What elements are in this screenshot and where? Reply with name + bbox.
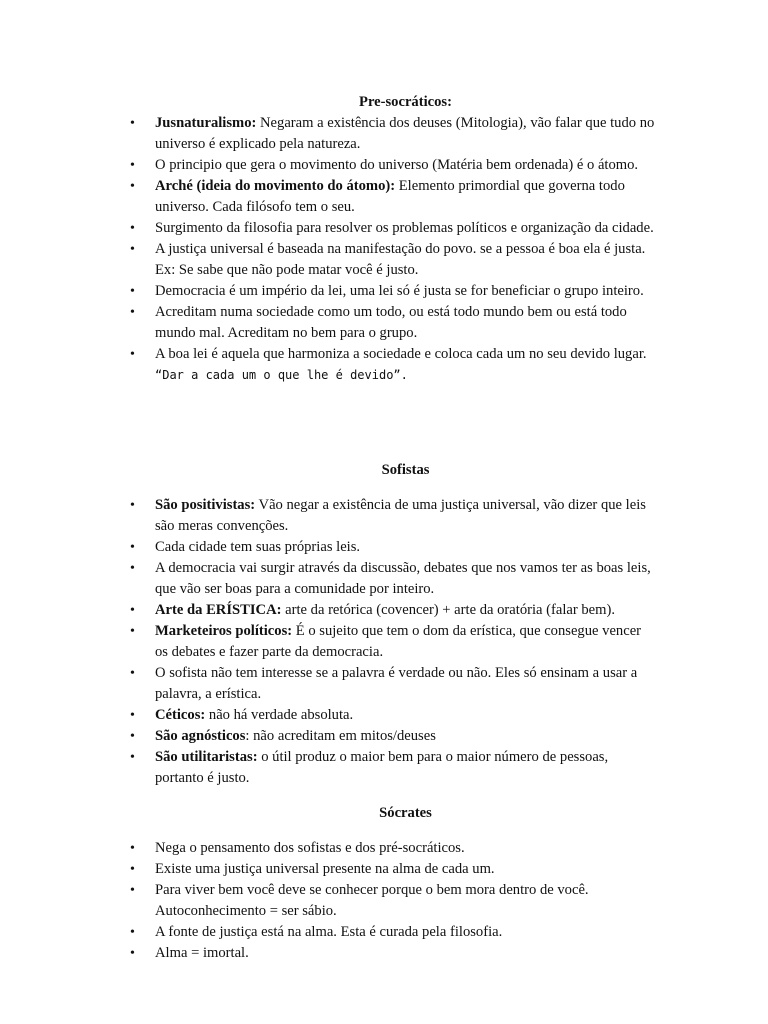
- item-term: São agnósticos: [155, 728, 246, 744]
- list-item: [130, 663, 656, 705]
- bullet-list: [130, 113, 656, 386]
- item-term: São positivistas:: [155, 497, 256, 513]
- bullet-icon: •: [130, 284, 135, 299]
- item-term: Arte da ERÍSTICA:: [155, 602, 282, 618]
- bullet-icon: •: [130, 624, 135, 639]
- bullet-icon: •: [130, 925, 135, 940]
- bullet-icon: •: [130, 305, 135, 320]
- list-item: [130, 600, 656, 621]
- bullet-icon: •: [130, 603, 135, 618]
- bullet-list: [130, 495, 656, 789]
- item-term: São utilitaristas:: [155, 749, 258, 765]
- item-text: Elemento primordial que governa todo universo. Cada filósofo tem o seu.: [155, 178, 625, 215]
- list-item: [130, 239, 656, 281]
- bullet-icon: •: [130, 666, 135, 681]
- bullet-list: [130, 838, 656, 964]
- item-text: A fonte de justiça está na alma. Esta é curada pela filosofia.: [155, 924, 503, 940]
- item-text: Democracia é um império da lei, uma lei só é justa se for beneficiar o grupo inteiro.: [155, 283, 644, 299]
- item-text: Alma = imortal.: [155, 945, 249, 961]
- section-title: Sofistas: [381, 462, 430, 478]
- list-item: [130, 621, 656, 663]
- list-item: [130, 859, 656, 880]
- section-title: Pre-socráticos:: [359, 94, 452, 110]
- item-term: Jusnaturalismo:: [155, 115, 257, 131]
- bullet-icon: •: [130, 841, 135, 856]
- list-item: [130, 558, 656, 600]
- item-term: Céticos:: [155, 707, 206, 723]
- item-text: Cada cidade tem suas próprias leis.: [155, 539, 361, 555]
- list-item: [130, 537, 656, 558]
- bullet-icon: •: [130, 946, 135, 961]
- bullet-icon: •: [130, 498, 135, 513]
- item-text: não há verdade absoluta.: [205, 707, 354, 723]
- list-item: [130, 922, 656, 943]
- list-item: [130, 747, 656, 789]
- item-text: Negaram a existência dos deuses (Mitologia), vão falar que tudo no universo é explicado pela natureza.: [155, 115, 655, 152]
- bullet-icon: •: [130, 540, 135, 555]
- list-item: [130, 155, 656, 176]
- item-term: Arché (ideia do movimento do átomo):: [155, 178, 396, 194]
- bullet-icon: •: [130, 221, 135, 236]
- item-text: A justiça universal é baseada na manifestação do povo. se a pessoa é boa ela é justa. Ex: Se sabe que não pode matar você é justo.: [155, 241, 646, 278]
- item-term: Marketeiros políticos:: [155, 623, 293, 639]
- item-text: arte da retórica (covencer) + arte da oratória (falar bem).: [281, 602, 616, 618]
- bullet-icon: •: [130, 750, 135, 765]
- section-title: Sócrates: [379, 805, 432, 821]
- list-item: [130, 176, 656, 218]
- item-text: É o sujeito que tem o dom da erística, que consegue vencer os debates e fazer parte da democracia.: [155, 623, 642, 660]
- bullet-icon: •: [130, 347, 135, 362]
- bullet-icon: •: [130, 883, 135, 898]
- item-text: Acreditam numa sociedade como um todo, ou está todo mundo bem ou está todo mundo mal. Acreditam no bem para o grupo.: [155, 304, 627, 341]
- item-text: O principio que gera o movimento do universo (Matéria bem ordenada) é o átomo.: [155, 157, 639, 173]
- item-text: : não acreditam em mitos/deuses: [245, 728, 436, 744]
- item-text: Surgimento da filosofia para resolver os problemas políticos e organização da cidade.: [155, 220, 654, 236]
- item-text: o útil produz o maior bem para o maior número de pessoas, portanto é justo.: [155, 749, 609, 786]
- list-item: [130, 281, 656, 302]
- list-item: [130, 880, 656, 922]
- bullet-icon: •: [130, 862, 135, 877]
- list-item: [130, 344, 656, 386]
- item-text: Nega o pensamento dos sofistas e dos pré-socráticos.: [155, 840, 465, 856]
- bullet-icon: •: [130, 242, 135, 257]
- bullet-icon: •: [130, 561, 135, 576]
- bullet-icon: •: [130, 708, 135, 723]
- bullet-icon: •: [130, 179, 135, 194]
- bullet-icon: •: [130, 729, 135, 744]
- list-item: [130, 943, 656, 964]
- list-item: [130, 495, 656, 537]
- list-item: [130, 726, 656, 747]
- bullet-icon: •: [130, 158, 135, 173]
- item-text: A boa lei é aquela que harmoniza a sociedade e coloca cada um no seu devido lugar.: [155, 346, 647, 362]
- item-text: Para viver bem você deve se conhecer porque o bem mora dentro de você. Autoconhecimento = ser sábio.: [155, 882, 589, 919]
- list-item: [130, 113, 656, 155]
- item-text: Vão negar a existência de uma justiça universal, vão dizer que leis são meras convenções.: [155, 497, 646, 534]
- list-item: [130, 302, 656, 344]
- bullet-icon: •: [130, 116, 135, 131]
- list-item: [130, 218, 656, 239]
- item-text: A democracia vai surgir através da discussão, debates que nos vamos ter as boas leis, que vão ser boas para a comunidade por inteiro.: [155, 560, 651, 597]
- item-text: Existe uma justiça universal presente na alma de cada um.: [155, 861, 495, 877]
- item-quote: “Dar a cada um o que lhe é devido”.: [155, 368, 408, 382]
- list-item: [130, 705, 656, 726]
- item-text: O sofista não tem interesse se a palavra é verdade ou não. Eles só ensinam a usar a palavra, a erística.: [155, 665, 638, 702]
- list-item: [130, 838, 656, 859]
